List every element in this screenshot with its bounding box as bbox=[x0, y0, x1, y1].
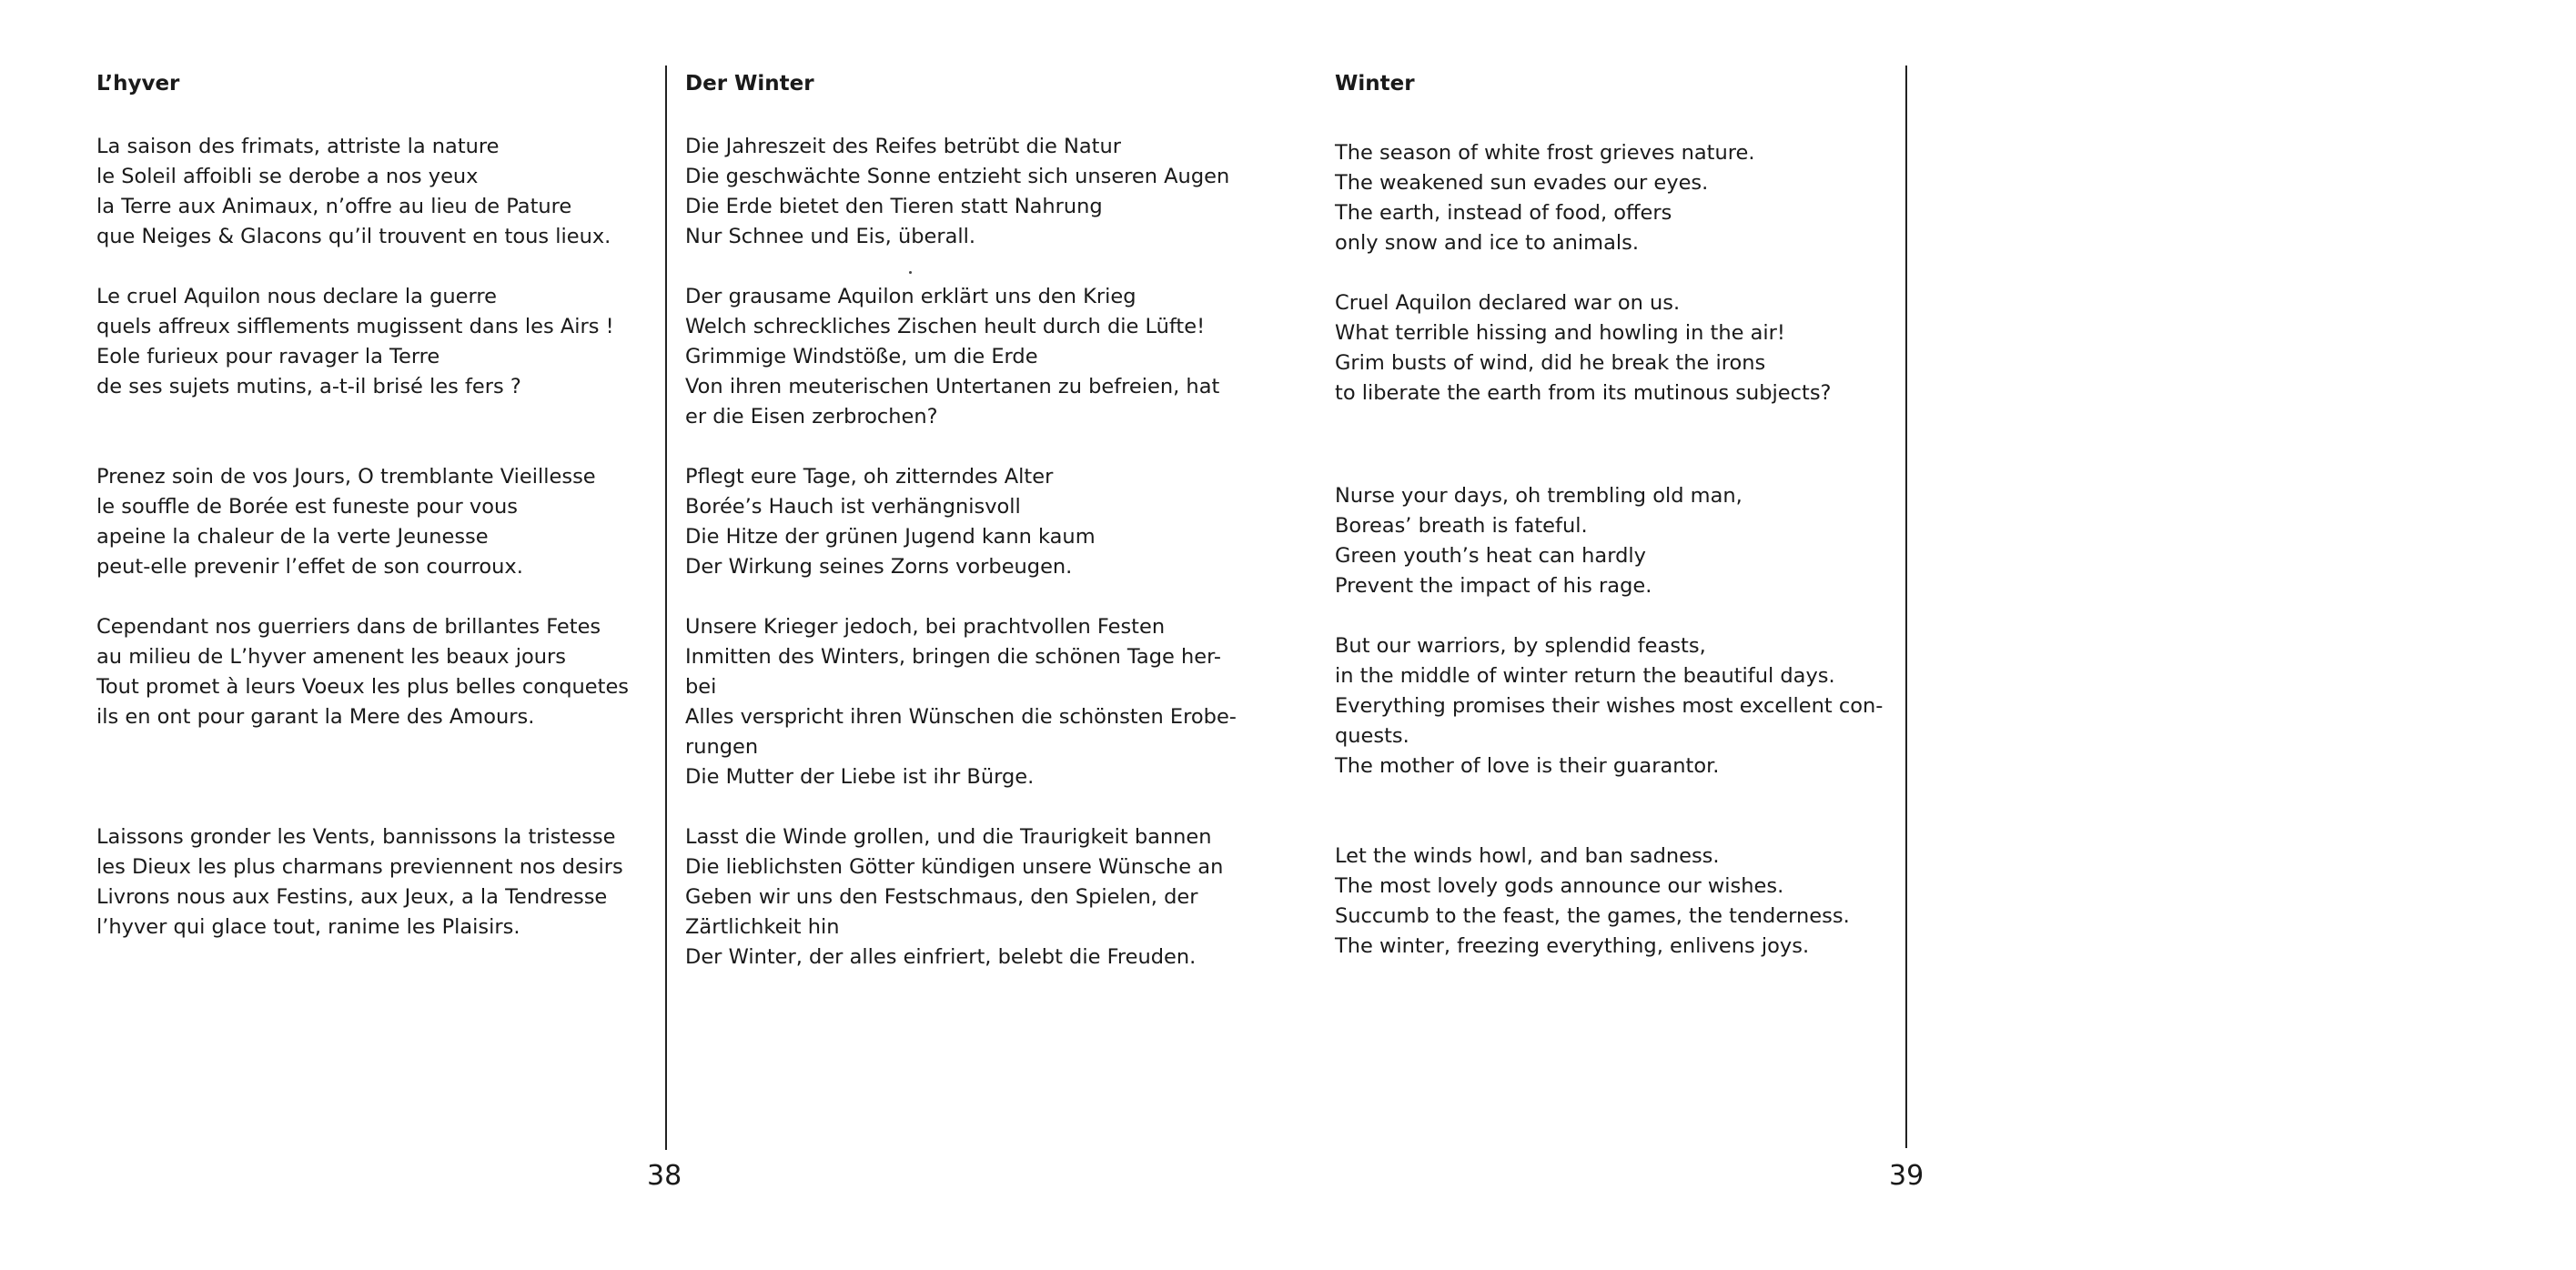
poem-line: Der Wirkung seines Zorns vorbeugen. bbox=[685, 555, 1073, 579]
stray-dot bbox=[909, 271, 912, 274]
poem-line: que Neiges & Glacons qu’il trouvent en tous lieux. bbox=[96, 225, 611, 248]
english-stanza-2 bbox=[1335, 288, 1908, 408]
poem-line: Pflegt eure Tage, oh zitterndes Alter bbox=[685, 465, 1054, 489]
poem-line: Lasst die Winde grollen, und die Traurigkeit bannen bbox=[685, 825, 1212, 849]
poem-line: La saison des frimats, attriste la nature bbox=[96, 135, 500, 158]
french-stanza-2 bbox=[96, 282, 661, 402]
poem-line: The winter, freezing everything, enlivens joys. bbox=[1335, 934, 1810, 958]
poem-line: The most lovely gods announce our wishes. bbox=[1335, 874, 1784, 898]
poem-line: Prenez soin de vos Jours, O tremblante Vieillesse bbox=[96, 465, 596, 489]
poem-line: le souffle de Borée est funeste pour vous bbox=[96, 495, 518, 519]
poem-line: Livrons nous aux Festins, aux Jeux, a la Tendresse bbox=[96, 885, 608, 909]
poem-line: Die Jahreszeit des Reifes betrübt die Natur bbox=[685, 135, 1122, 158]
poem-line: Zärtlichkeit hin bbox=[685, 915, 840, 939]
german-poem-title: Der Winter bbox=[685, 72, 814, 96]
poem-line: l’hyver qui glace tout, ranime les Plaisirs. bbox=[96, 915, 520, 939]
poem-line: The season of white frost grieves nature. bbox=[1335, 141, 1755, 165]
poem-line: What terrible hissing and howling in the air! bbox=[1335, 321, 1785, 345]
poem-line: Le cruel Aquilon nous declare la guerre bbox=[96, 285, 497, 308]
poem-line: Welch schreckliches Zischen heult durch die Lüfte! bbox=[685, 315, 1206, 338]
column-divider-left bbox=[665, 66, 667, 1150]
german-stanza-3 bbox=[685, 462, 1268, 582]
poem-line: Green youth’s heat can hardly bbox=[1335, 544, 1646, 568]
poem-line: Boreas’ breath is fateful. bbox=[1335, 514, 1588, 538]
english-poem-title: Winter bbox=[1335, 72, 1415, 96]
poem-line: apeine la chaleur de la verte Jeunesse bbox=[96, 525, 489, 549]
poem-line: Nurse your days, oh trembling old man, bbox=[1335, 484, 1743, 508]
poem-line: quests. bbox=[1335, 724, 1409, 748]
english-stanza-5 bbox=[1335, 842, 1908, 962]
poem-line: The weakened sun evades our eyes. bbox=[1335, 171, 1709, 195]
german-stanza-1 bbox=[685, 132, 1268, 252]
poem-line: Die Mutter der Liebe ist ihr Bürge. bbox=[685, 765, 1035, 789]
poem-line: Eole furieux pour ravager la Terre bbox=[96, 345, 440, 368]
poem-line: Everything promises their wishes most excellent con- bbox=[1335, 694, 1884, 718]
page-number-right: 39 bbox=[1889, 1160, 1924, 1192]
poem-line: Die geschwächte Sonne entzieht sich unseren Augen bbox=[685, 165, 1230, 188]
poem-line: Tout promet à leurs Voeux les plus belles conquetes bbox=[96, 675, 630, 699]
german-stanza-2 bbox=[685, 282, 1268, 432]
poem-line: Der grausame Aquilon erklärt uns den Krieg bbox=[685, 285, 1136, 308]
poem-line: The earth, instead of food, offers bbox=[1335, 201, 1672, 225]
poem-line: Borée’s Hauch ist verhängnisvoll bbox=[685, 495, 1021, 519]
poem-line: rungen bbox=[685, 735, 759, 759]
poem-line: The mother of love is their guarantor. bbox=[1335, 754, 1720, 778]
poem-line: Prevent the impact of his rage. bbox=[1335, 574, 1652, 598]
french-stanza-4 bbox=[96, 612, 661, 732]
poem-line: ils en ont pour garant la Mere des Amours. bbox=[96, 705, 535, 729]
poem-line: to liberate the earth from its mutinous subjects? bbox=[1335, 381, 1832, 405]
poem-line: Cruel Aquilon declared war on us. bbox=[1335, 291, 1681, 315]
french-poem-column bbox=[96, 69, 661, 942]
french-stanza-5 bbox=[96, 822, 661, 942]
poem-line: Nur Schnee und Eis, überall. bbox=[685, 225, 976, 248]
poem-line: au milieu de L’hyver amenent les beaux jours bbox=[96, 645, 566, 669]
poem-line: Cependant nos guerriers dans de brillantes Fetes bbox=[96, 615, 601, 639]
poem-line: bei bbox=[685, 675, 717, 699]
poem-line: Succumb to the feast, the games, the tenderness. bbox=[1335, 904, 1850, 928]
poem-line: Geben wir uns den Festschmaus, den Spielen, der bbox=[685, 885, 1198, 909]
poem-line: le Soleil affoibli se derobe a nos yeux bbox=[96, 165, 479, 188]
german-poem-column bbox=[685, 69, 1268, 973]
poem-line: les Dieux les plus charmans previennent nos desirs bbox=[96, 855, 623, 879]
english-stanza-4 bbox=[1335, 631, 1908, 781]
poem-line: Von ihren meuterischen Untertanen zu befreien, hat bbox=[685, 375, 1220, 398]
poem-line: Die lieblichsten Götter kündigen unsere Wünsche an bbox=[685, 855, 1224, 879]
french-poem-title: L’hyver bbox=[96, 72, 180, 96]
english-stanza-3 bbox=[1335, 481, 1908, 601]
poem-line: Laissons gronder les Vents, bannissons la tristesse bbox=[96, 825, 616, 849]
poem-line: quels affreux sifflements mugissent dans les Airs ! bbox=[96, 315, 614, 338]
poem-line: er die Eisen zerbrochen? bbox=[685, 405, 938, 428]
poem-line: la Terre aux Animaux, n’offre au lieu de Pature bbox=[96, 195, 572, 218]
poem-line: in the middle of winter return the beautiful days. bbox=[1335, 664, 1835, 688]
column-divider-right bbox=[1905, 66, 1907, 1148]
poem-line: Unsere Krieger jedoch, bei prachtvollen Festen bbox=[685, 615, 1166, 639]
french-stanza-3 bbox=[96, 462, 661, 582]
poem-line: Der Winter, der alles einfriert, belebt die Freuden. bbox=[685, 945, 1197, 969]
poem-line: Grim busts of wind, did he break the irons bbox=[1335, 351, 1766, 375]
poem-line: only snow and ice to animals. bbox=[1335, 231, 1640, 255]
english-poem-column bbox=[1335, 69, 1908, 962]
poem-line: Let the winds howl, and ban sadness. bbox=[1335, 844, 1720, 868]
poem-line: Die Erde bietet den Tieren statt Nahrung bbox=[685, 195, 1103, 218]
french-stanza-1 bbox=[96, 132, 661, 252]
page-number-left: 38 bbox=[647, 1160, 682, 1192]
german-stanza-4 bbox=[685, 612, 1268, 792]
poem-line: de ses sujets mutins, a-t-il brisé les fers ? bbox=[96, 375, 521, 398]
poem-line: But our warriors, by splendid feasts, bbox=[1335, 634, 1706, 658]
poem-line: Alles verspricht ihren Wünschen die schönsten Erobe- bbox=[685, 705, 1237, 729]
german-stanza-5 bbox=[685, 822, 1268, 973]
poem-line: Inmitten des Winters, bringen die schönen Tage her- bbox=[685, 645, 1222, 669]
poem-line: Grimmige Windstößе, um die Erde bbox=[685, 345, 1038, 368]
poem-line: peut-elle prevenir l’effet de son courroux. bbox=[96, 555, 523, 579]
english-stanza-1 bbox=[1335, 138, 1908, 258]
poem-line: Die Hitze der grünen Jugend kann kaum bbox=[685, 525, 1096, 549]
